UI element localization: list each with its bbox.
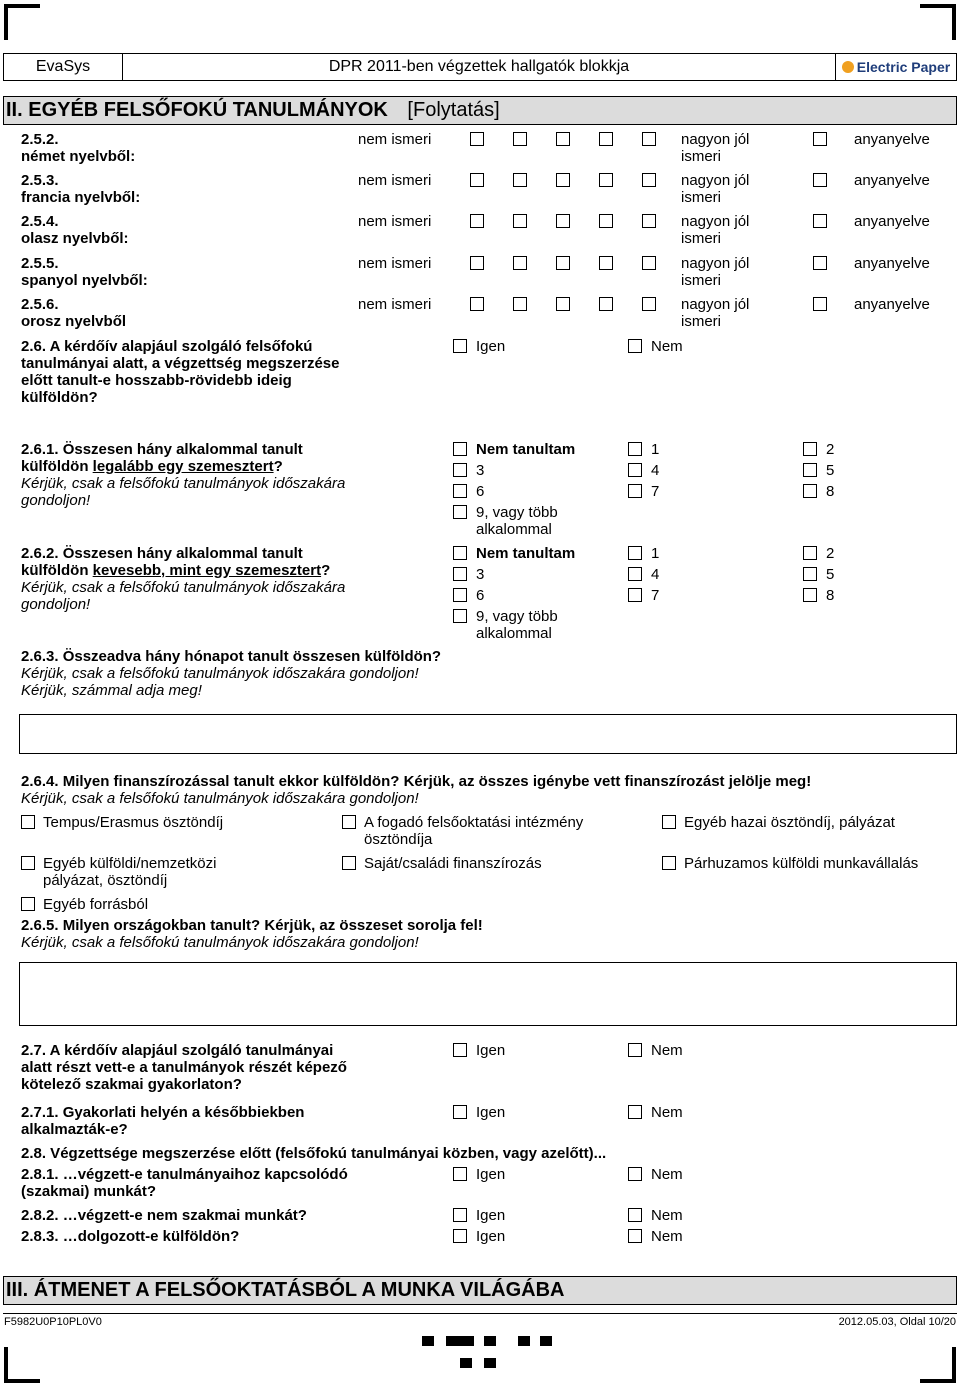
- q282-yes-label: Igen: [476, 1207, 506, 1224]
- scale-high-label-2: ismeri: [681, 148, 721, 165]
- language-number: 2.5.6.: [21, 296, 59, 313]
- native-checkbox[interactable]: [813, 173, 827, 187]
- scale-checkbox-5[interactable]: [642, 256, 656, 270]
- q282-no-checkbox[interactable]: [628, 1208, 642, 1222]
- q265-countries-input[interactable]: [19, 962, 957, 1026]
- scale-high-label: nagyon jól: [681, 255, 750, 272]
- q26-line-2: tanulmányai alatt, a végzettség megszerzése: [21, 355, 340, 372]
- q261-o8-label: 8: [826, 483, 835, 500]
- q281-no-checkbox[interactable]: [628, 1167, 642, 1181]
- q261-o1-label: 1: [651, 441, 660, 458]
- q283-no-checkbox[interactable]: [628, 1229, 642, 1243]
- scale-checkbox-1[interactable]: [470, 214, 484, 228]
- q261-o9-label: 9, vagy több: [476, 504, 558, 521]
- language-label: spanyol nyelvből:: [21, 272, 148, 289]
- q283-no-label: Nem: [651, 1228, 683, 1245]
- q264-other-foreign-label-1: Egyéb külföldi/nemzetközi: [43, 855, 217, 872]
- q263-line-3: Kérjük, számmal adja meg!: [21, 682, 202, 699]
- q262-none-label: Nem tanultam: [476, 545, 576, 562]
- barcode-mark: [484, 1358, 496, 1368]
- barcode-mark: [446, 1336, 474, 1346]
- q262-o6-label: 6: [476, 587, 485, 604]
- q261-line-2u: legalább egy szemesztert: [92, 458, 274, 475]
- footer-code: F5982U0P10PL0V0: [4, 1316, 102, 1328]
- scale-high-label: nagyon jól: [681, 131, 750, 148]
- q27-no-checkbox[interactable]: [628, 1043, 642, 1057]
- q262-line-3: Kérjük, csak a felsőfokú tanulmányok időszakára: [21, 579, 346, 596]
- native-checkbox[interactable]: [813, 256, 827, 270]
- scale-checkbox-1[interactable]: [470, 256, 484, 270]
- q262-o2-label: 2: [826, 545, 835, 562]
- corner-mark-top-right: [920, 4, 956, 40]
- native-checkbox[interactable]: [813, 297, 827, 311]
- q261-o8-checkbox[interactable]: [803, 484, 817, 498]
- logo-text: Electric Paper: [856, 59, 951, 75]
- section-2-heading: II. EGYÉB FELSŐFOKÚ TANULMÁNYOK: [6, 99, 388, 121]
- q261-o3-label: 3: [476, 462, 485, 479]
- q261-o1-checkbox[interactable]: [628, 442, 642, 456]
- scale-low-label: nem ismeri: [358, 172, 432, 189]
- q261-o5-label: 5: [826, 462, 835, 479]
- q261-o7-checkbox[interactable]: [628, 484, 642, 498]
- scale-checkbox-2[interactable]: [513, 256, 527, 270]
- q263-line-1: 2.6.3. Összeadva hány hónapot tanult összesen külföldön?: [21, 648, 442, 665]
- q264-other-source-label: Egyéb forrásból: [43, 896, 149, 913]
- scale-checkbox-3[interactable]: [556, 256, 570, 270]
- q264-tempus-checkbox[interactable]: [21, 815, 35, 829]
- q265-line-2: Kérjük, csak a felsőfokú tanulmányok időszakára gondoljon!: [21, 934, 419, 951]
- barcode-mark: [422, 1336, 434, 1346]
- native-label: anyanyelve: [854, 296, 930, 313]
- language-label: olasz nyelvből:: [21, 230, 129, 247]
- q262-o1-label: 1: [651, 545, 660, 562]
- scale-checkbox-5[interactable]: [642, 214, 656, 228]
- scale-high-label: nagyon jól: [681, 296, 750, 313]
- q262-o8-checkbox[interactable]: [803, 588, 817, 602]
- q261-line-2b: ?: [273, 458, 283, 475]
- scale-checkbox-4[interactable]: [599, 214, 613, 228]
- scale-checkbox-4[interactable]: [599, 132, 613, 146]
- scale-high-label-2: ismeri: [681, 189, 721, 206]
- q262-line-2u: kevesebb, mint egy szemesztert: [92, 562, 322, 579]
- q262-line-2b: ?: [321, 562, 331, 579]
- scale-checkbox-4[interactable]: [599, 297, 613, 311]
- q26-no-label: Nem: [651, 338, 683, 355]
- q261-line-3: Kérjük, csak a felsőfokú tanulmányok időszakára: [21, 475, 346, 492]
- corner-mark-top-left: [4, 4, 40, 40]
- q264-other-domestic-checkbox[interactable]: [662, 815, 676, 829]
- q264-line-1: 2.6.4. Milyen finanszírozással tanult ekkor külföldön? Kérjük, az összes igénybe vett finanszírozást jelölje meg!: [21, 773, 812, 790]
- q262-line-4: gondoljon!: [21, 596, 91, 613]
- electric-paper-logo-icon: [842, 61, 854, 73]
- scale-high-label: nagyon jól: [681, 213, 750, 230]
- scale-high-label-2: ismeri: [681, 313, 721, 330]
- scale-checkbox-5[interactable]: [642, 173, 656, 187]
- q261-line-2: [21, 458, 283, 475]
- q264-host-institution-label-2: ösztöndíja: [364, 831, 433, 848]
- scale-low-label: nem ismeri: [358, 131, 432, 148]
- q27-no-label: Nem: [651, 1042, 683, 1059]
- scale-low-label: nem ismeri: [358, 213, 432, 230]
- q27-yes-checkbox[interactable]: [453, 1043, 467, 1057]
- q261-line-1: 2.6.1. Összesen hány alkalommal tanult: [21, 441, 303, 458]
- header-evasys: EvaSys: [3, 53, 123, 81]
- language-label: francia nyelvből:: [21, 189, 141, 206]
- q26-no-checkbox[interactable]: [628, 339, 642, 353]
- barcode-mark: [484, 1336, 496, 1346]
- q261-o7-label: 7: [651, 483, 660, 500]
- q264-other-source-checkbox[interactable]: [21, 897, 35, 911]
- q261-o6-checkbox[interactable]: [453, 484, 467, 498]
- q282-no-label: Nem: [651, 1207, 683, 1224]
- q262-line-1: 2.6.2. Összesen hány alkalommal tanult: [21, 545, 303, 562]
- q281-yes-checkbox[interactable]: [453, 1167, 467, 1181]
- language-label: orosz nyelvből: [21, 313, 127, 330]
- q264-parallel-work-checkbox[interactable]: [662, 856, 676, 870]
- q28-heading: 2.8. Végzettsége megszerzése előtt (felsőfokú tanulmányai közben, vagy azelőtt)...: [21, 1145, 607, 1162]
- scale-checkbox-3[interactable]: [556, 297, 570, 311]
- q271-line-1: 2.7.1. Gyakorlati helyén a későbbiekben: [21, 1104, 305, 1121]
- q261-line-4: gondoljon!: [21, 492, 91, 509]
- corner-mark-bottom-right: [920, 1347, 956, 1383]
- q261-o4-label: 4: [651, 462, 660, 479]
- q264-other-domestic-label: Egyéb hazai ösztöndíj, pályázat: [684, 814, 895, 831]
- q282-line: 2.8.2. …végzett-e nem szakmai munkát?: [21, 1207, 307, 1224]
- q262-o4-label: 4: [651, 566, 660, 583]
- q264-own-family-checkbox[interactable]: [342, 856, 356, 870]
- q27-yes-label: Igen: [476, 1042, 506, 1059]
- q261-none-label: Nem tanultam: [476, 441, 576, 458]
- q265-line-1: 2.6.5. Milyen országokban tanult? Kérjük, az összeset sorolja fel!: [21, 917, 483, 934]
- scale-checkbox-4[interactable]: [599, 173, 613, 187]
- scale-checkbox-5[interactable]: [642, 132, 656, 146]
- header-title: DPR 2011-ben végzettek hallgatók blokkja: [123, 53, 836, 81]
- scale-high-label: nagyon jól: [681, 172, 750, 189]
- barcode-mark: [540, 1336, 552, 1346]
- q264-other-foreign-checkbox[interactable]: [21, 856, 35, 870]
- language-number: 2.5.4.: [21, 213, 59, 230]
- q281-yes-label: Igen: [476, 1166, 506, 1183]
- q261-o2-label: 2: [826, 441, 835, 458]
- q261-o3-checkbox[interactable]: [453, 463, 467, 477]
- q27-line-1: 2.7. A kérdőív alapjául szolgáló tanulmányai: [21, 1042, 334, 1059]
- q264-tempus-label: Tempus/Erasmus ösztöndíj: [43, 814, 224, 831]
- q261-o5-checkbox[interactable]: [803, 463, 817, 477]
- scale-checkbox-5[interactable]: [642, 297, 656, 311]
- q262-line-2a: külföldön: [21, 562, 93, 579]
- q262-o2-checkbox[interactable]: [803, 546, 817, 560]
- q262-o3-checkbox[interactable]: [453, 567, 467, 581]
- q262-o1-checkbox[interactable]: [628, 546, 642, 560]
- corner-mark-bottom-left: [4, 1347, 40, 1383]
- section-title-3: III. ÁTMENET A FELSŐOKTATÁSBÓL A MUNKA VILÁGÁBA: [3, 1276, 957, 1305]
- q271-no-checkbox[interactable]: [628, 1105, 642, 1119]
- native-label: anyanyelve: [854, 172, 930, 189]
- scale-checkbox-1[interactable]: [470, 173, 484, 187]
- q271-line-2: alkalmazták-e?: [21, 1121, 128, 1138]
- q262-o5-label: 5: [826, 566, 835, 583]
- native-checkbox[interactable]: [813, 214, 827, 228]
- q262-line-2: [21, 562, 330, 579]
- footer-rule: [3, 1313, 957, 1314]
- scale-checkbox-2[interactable]: [513, 214, 527, 228]
- native-label: anyanyelve: [854, 213, 930, 230]
- scale-high-label-2: ismeri: [681, 230, 721, 247]
- q271-yes-checkbox[interactable]: [453, 1105, 467, 1119]
- native-checkbox[interactable]: [813, 132, 827, 146]
- q281-no-label: Nem: [651, 1166, 683, 1183]
- q262-o8-label: 8: [826, 587, 835, 604]
- q264-parallel-work-label: Párhuzamos külföldi munkavállalás: [684, 855, 919, 872]
- scale-high-label-2: ismeri: [681, 272, 721, 289]
- q283-line: 2.8.3. …dolgozott-e külföldön?: [21, 1228, 240, 1245]
- q283-yes-checkbox[interactable]: [453, 1229, 467, 1243]
- q26-line-1: 2.6. A kérdőív alapjául szolgáló felsőfokú: [21, 338, 313, 355]
- barcode-mark: [460, 1358, 472, 1368]
- q264-other-foreign-label-2: pályázat, ösztöndíj: [43, 872, 168, 889]
- q264-host-institution-label-1: A fogadó felsőoktatási intézmény: [364, 814, 584, 831]
- q262-o7-checkbox[interactable]: [628, 588, 642, 602]
- q262-o9-label-2: alkalommal: [476, 625, 552, 642]
- scale-low-label: nem ismeri: [358, 296, 432, 313]
- barcode-mark: [518, 1336, 530, 1346]
- q26-line-4: külföldön?: [21, 389, 98, 406]
- q264-host-institution-checkbox[interactable]: [342, 815, 356, 829]
- header-logo: [836, 53, 957, 81]
- q261-line-2a: külföldön: [21, 458, 93, 475]
- q281-line-1: 2.8.1. …végzett-e tanulmányaihoz kapcsolódó: [21, 1166, 348, 1183]
- q283-yes-label: Igen: [476, 1228, 506, 1245]
- q263-months-input[interactable]: [19, 714, 957, 754]
- q264-line-2: Kérjük, csak a felsőfokú tanulmányok időszakára gondoljon!: [21, 790, 419, 807]
- q262-o4-checkbox[interactable]: [628, 567, 642, 581]
- language-number: 2.5.3.: [21, 172, 59, 189]
- q261-o9-checkbox[interactable]: [453, 505, 467, 519]
- q264-own-family-label: Saját/családi finanszírozás: [364, 855, 542, 872]
- q271-no-label: Nem: [651, 1104, 683, 1121]
- q261-o4-checkbox[interactable]: [628, 463, 642, 477]
- section-title-2: [3, 96, 957, 125]
- q261-none-checkbox[interactable]: [453, 442, 467, 456]
- scale-low-label: nem ismeri: [358, 255, 432, 272]
- section-2-continued: [Folytatás]: [407, 99, 500, 121]
- scale-checkbox-1[interactable]: [470, 132, 484, 146]
- q27-line-2: alatt részt vett-e a tanulmányok részét képező: [21, 1059, 347, 1076]
- scale-checkbox-3[interactable]: [556, 132, 570, 146]
- scale-checkbox-2[interactable]: [513, 132, 527, 146]
- q261-o9-label-2: alkalommal: [476, 521, 552, 538]
- q262-none-checkbox[interactable]: [453, 546, 467, 560]
- q261-o6-label: 6: [476, 483, 485, 500]
- scale-checkbox-3[interactable]: [556, 173, 570, 187]
- footer-date-page: 2012.05.03, Oldal 10/20: [838, 1316, 956, 1328]
- q262-o9-label: 9, vagy több: [476, 608, 558, 625]
- q262-o5-checkbox[interactable]: [803, 567, 817, 581]
- language-label: német nyelvből:: [21, 148, 136, 165]
- scale-checkbox-2[interactable]: [513, 173, 527, 187]
- q26-yes-label: Igen: [476, 338, 506, 355]
- language-number: 2.5.2.: [21, 131, 59, 148]
- q26-line-3: előtt tanult-e hosszabb-rövidebb ideig: [21, 372, 292, 389]
- scale-checkbox-2[interactable]: [513, 297, 527, 311]
- native-label: anyanyelve: [854, 131, 930, 148]
- q271-yes-label: Igen: [476, 1104, 506, 1121]
- scale-checkbox-4[interactable]: [599, 256, 613, 270]
- q262-o7-label: 7: [651, 587, 660, 604]
- q262-o3-label: 3: [476, 566, 485, 583]
- q27-line-3: kötelező szakmai gyakorlaton?: [21, 1076, 242, 1093]
- q261-o2-checkbox[interactable]: [803, 442, 817, 456]
- q262-o6-checkbox[interactable]: [453, 588, 467, 602]
- scale-checkbox-3[interactable]: [556, 214, 570, 228]
- language-number: 2.5.5.: [21, 255, 59, 272]
- scale-checkbox-1[interactable]: [470, 297, 484, 311]
- native-label: anyanyelve: [854, 255, 930, 272]
- q26-yes-checkbox[interactable]: [453, 339, 467, 353]
- q263-line-2: Kérjük, csak a felsőfokú tanulmányok időszakára gondoljon!: [21, 665, 419, 682]
- q281-line-2: (szakmai) munkát?: [21, 1183, 157, 1200]
- q282-yes-checkbox[interactable]: [453, 1208, 467, 1222]
- q262-o9-checkbox[interactable]: [453, 609, 467, 623]
